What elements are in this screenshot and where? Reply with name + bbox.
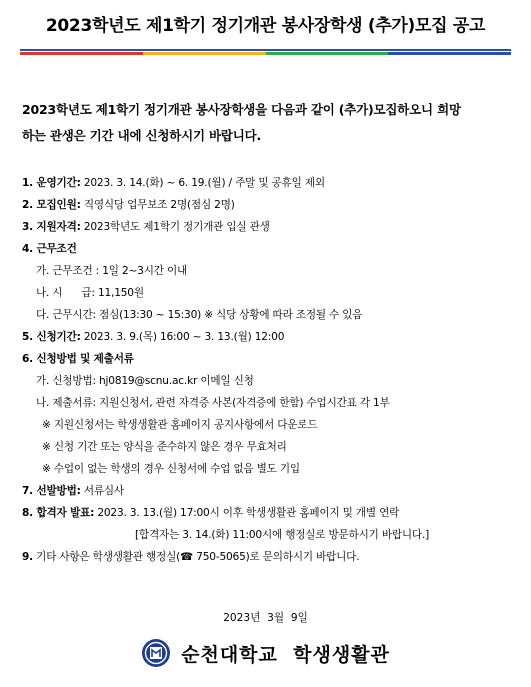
item-application-method (22, 348, 517, 370)
item-text: 서류심사 (80, 485, 124, 497)
item-period (22, 172, 517, 194)
item-label: 6. 신청방법 및 제출서류 (22, 353, 134, 365)
work-condition-wage: 나. 시 급: 11,150원 (36, 287, 144, 299)
stripe-yellow (143, 52, 266, 55)
title-underline (20, 49, 511, 51)
work-condition-hours: 가. 근무조건 : 1일 2~3시간 이내 (36, 265, 188, 277)
application-note-download: ※ 지원신청서는 학생생활관 홈페이지 공지사항에서 다운로드 (42, 419, 318, 431)
intro-line-1: 2023학년도 제1학기 정기개관 봉사장학생을 다음과 같이 (추가)모집하오니 희망 (22, 102, 461, 117)
item-work-conditions (22, 238, 517, 260)
color-stripe (20, 52, 511, 55)
item-text: 2023. 3. 13.(월) 17:00시 이후 학생생활관 홈페이지 및 개별 연락 (94, 507, 400, 519)
item-selection-method (22, 480, 517, 502)
item-text: 2023학년도 제1학기 정기개관 입실 관생 (80, 221, 270, 233)
item-announcement (22, 502, 517, 524)
application-note-invalid: ※ 신청 기간 또는 양식을 준수하지 않은 경우 무효처리 (42, 441, 287, 453)
item-label: 8. 합격자 발표: (22, 507, 95, 519)
item-label: 1. 운영기간: (22, 177, 81, 189)
stripe-red (20, 52, 143, 55)
item-label: 3. 지원자격: (22, 221, 81, 233)
intro-line-2: 하는 관생은 기간 내에 신청하시기 바랍니다. (22, 128, 262, 143)
item-label: 5. 신청기간: (22, 331, 81, 343)
application-documents: 나. 제출서류: 지원신청서, 관련 자격증 사본(자격증에 한함) 수업시간표 각 1부 (36, 397, 390, 409)
item-recruit-count (22, 194, 517, 216)
application-method-email: 가. 신청방법: hj0819@scnu.ac.kr 이메일 신청 (36, 375, 254, 387)
intro-paragraph (22, 97, 512, 149)
item-eligibility (22, 216, 517, 238)
stripe-blue (388, 52, 511, 55)
footer-signature (0, 633, 531, 673)
page-title: 2023학년도 제1학기 정기개관 봉사장학생 (추가)모집 공고 (45, 16, 486, 36)
university-emblem-icon (141, 638, 171, 668)
item-application-period (22, 326, 517, 348)
organization-name: 순천대학교 학생생활관 (181, 643, 390, 666)
item-text: 2023. 3. 14.(화) ~ 6. 19.(월) / 주말 및 공휴일 제외 (80, 177, 325, 189)
item-label: 9. (22, 551, 33, 563)
item-other-inquiries (22, 546, 517, 568)
work-condition-time: 다. 근무시간: 점심(13:30 ~ 15:30) ※ 식당 상황에 따라 조정될 수 있음 (36, 309, 363, 321)
item-text: 기타 사항은 학생생활관 행정실(☎ 750-5065)로 문의하시기 바랍니다. (33, 551, 360, 563)
item-label: 4. 근무조건 (22, 243, 77, 255)
application-note-no-class: ※ 수업이 없는 학생의 경우 신청서에 수업 없음 별도 기입 (42, 463, 300, 475)
announcement-visit-note: [합격자는 3. 14.(화) 11:00시에 행정실로 방문하시기 바랍니다.] (135, 529, 430, 541)
item-text: 2023. 3. 9.(목) 16:00 ~ 3. 13.(월) 12:00 (80, 331, 285, 343)
notice-date: 2023년 3월 9일 (223, 612, 308, 624)
stripe-green (266, 52, 389, 55)
item-label: 7. 선발방법: (22, 485, 81, 497)
notice-body (22, 172, 517, 568)
item-text: 직영식당 업무보조 2명(점심 2명) (80, 199, 235, 211)
item-label: 2. 모집인원: (22, 199, 81, 211)
